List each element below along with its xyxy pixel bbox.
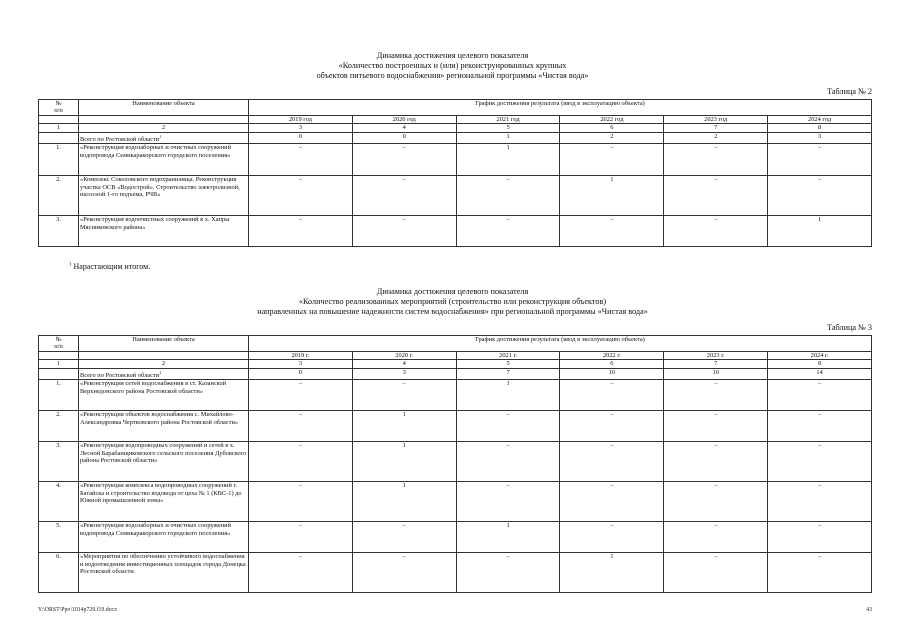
row-value: 1 <box>456 144 560 176</box>
index-cell: 1 <box>39 124 79 132</box>
row-value: – <box>768 144 872 176</box>
table-row <box>39 176 872 216</box>
row-name: «Реконструкция водозаборных и очистных сооружений водопровода Семикаракорского городского поселения» <box>79 144 249 176</box>
empty-cell <box>79 115 249 123</box>
table3-years-row <box>39 351 872 359</box>
table3-total-row <box>39 368 872 380</box>
table3-title <box>0 287 905 317</box>
row-value: – <box>560 522 664 553</box>
year-cell: 2021 г. <box>456 351 560 359</box>
row-name: «Реконструкция водоочистных сооружений в х. Хапры Мясниковского района» <box>79 216 249 247</box>
table-row <box>39 380 872 411</box>
total-value: 10 <box>560 368 664 380</box>
table-row <box>39 216 872 247</box>
year-cell: 2024 год <box>768 115 872 123</box>
total-value: 3 <box>768 132 872 144</box>
total-value: 2 <box>560 132 664 144</box>
row-number: 3. <box>39 442 79 482</box>
index-cell: 8 <box>768 124 872 132</box>
table3-title-line: направленных на повышение надежности систем водоснабжения» при региональной программы «Чистая вода» <box>257 307 648 316</box>
row-value: – <box>768 522 872 553</box>
year-cell: 2019 г. <box>249 351 353 359</box>
row-name: «Реконструкция водозаборных и очистных сооружений водопровода Семикаракорского городского поселения» <box>79 522 249 553</box>
year-cell: 2024 г. <box>768 351 872 359</box>
row-value: – <box>560 216 664 247</box>
row-number: 4. <box>39 482 79 522</box>
row-value: – <box>456 176 560 216</box>
row-value: – <box>456 411 560 442</box>
row-value: – <box>768 482 872 522</box>
header-name: Наименование объекта <box>79 336 249 352</box>
row-value: – <box>560 442 664 482</box>
row-value: – <box>249 411 353 442</box>
total-value: 0 <box>249 132 353 144</box>
index-cell: 2 <box>79 124 249 132</box>
footnote: $^1$ Нарастающим итогом. <box>69 262 151 271</box>
header-num: № п/п <box>39 100 79 116</box>
row-value: – <box>560 411 664 442</box>
row-value: 1 <box>768 216 872 247</box>
row-value: – <box>768 411 872 442</box>
total-value: 3 <box>352 368 456 380</box>
total-value: 2 <box>664 132 768 144</box>
row-name: «Реконструкция комплекса водопроводных сооружений г. Батайска и строительство водовода от цеха № 1 (КВС-1) до Южной промышленной зоны» <box>79 482 249 522</box>
row-value: 1 <box>352 482 456 522</box>
empty-cell <box>39 115 79 123</box>
row-number: 2. <box>39 411 79 442</box>
row-value: – <box>352 553 456 593</box>
row-value: – <box>249 216 353 247</box>
row-value: – <box>768 380 872 411</box>
table-row <box>39 522 872 553</box>
index-cell: 4 <box>352 124 456 132</box>
row-value: 1 <box>560 176 664 216</box>
row-value: – <box>456 553 560 593</box>
year-cell: 2020 год <box>352 115 456 123</box>
row-value: – <box>456 482 560 522</box>
page-number: 43 <box>866 607 872 613</box>
row-value: – <box>249 553 353 593</box>
row-value: – <box>768 176 872 216</box>
index-cell: 6 <box>560 360 664 368</box>
table3-header-row <box>39 336 872 352</box>
row-value: – <box>456 442 560 482</box>
year-cell: 2023 год <box>664 115 768 123</box>
table2 <box>38 99 872 247</box>
index-cell: 5 <box>456 124 560 132</box>
index-cell: 5 <box>456 360 560 368</box>
index-cell: 4 <box>352 360 456 368</box>
row-value: – <box>560 380 664 411</box>
row-name: «Реконструкция объектов водоснабжения с. Михайлово-Александровка Чертковского района Ростовской области» <box>79 411 249 442</box>
row-value: – <box>560 144 664 176</box>
row-value: – <box>456 216 560 247</box>
table-row <box>39 482 872 522</box>
total-value: 0 <box>249 368 353 380</box>
row-name: «Реконструкция водопроводных сооружений и сетей в х. Лесной Барабанщиковского сельского поселения Дубовского района Ростовской области» <box>79 442 249 482</box>
index-cell: 7 <box>664 124 768 132</box>
year-cell: 2023 г. <box>664 351 768 359</box>
total-value: 7 <box>456 368 560 380</box>
row-name: «Реконструкция сетей водоснабжения в ст. Казанской Верхнедонского района Ростовской области» <box>79 380 249 411</box>
row-value: – <box>768 442 872 482</box>
index-cell: 6 <box>560 124 664 132</box>
year-cell: 2022 г. <box>560 351 664 359</box>
row-value: – <box>352 176 456 216</box>
total-value: 1 <box>456 132 560 144</box>
table2-title <box>0 51 905 81</box>
row-value: – <box>249 380 353 411</box>
row-value: 1 <box>560 553 664 593</box>
total-label: Всего по Ростовской области$^1$ <box>79 368 249 380</box>
row-value: – <box>664 380 768 411</box>
year-cell: 2021 год <box>456 115 560 123</box>
row-number: 1. <box>39 380 79 411</box>
row-value: – <box>768 553 872 593</box>
total-value: 10 <box>664 368 768 380</box>
empty-cell <box>39 368 79 380</box>
table2-title-line: Динамика достижения целевого показателя <box>376 51 529 60</box>
row-number: 6. <box>39 553 79 593</box>
table-row <box>39 553 872 593</box>
table2-total-row <box>39 132 872 144</box>
row-value: – <box>664 553 768 593</box>
table3-number: Таблица № 3 <box>827 323 872 332</box>
row-name: «Мероприятия по обеспечению устойчивого водоснабжения и водоотведения инвестиционных площадок города Донецка Ростовской области. <box>79 553 249 593</box>
row-value: 1 <box>352 411 456 442</box>
footer-file-path: Y:\ORST\Ppo\1014p729.f19.docx <box>38 607 118 613</box>
row-value: – <box>249 176 353 216</box>
table2-index-row <box>39 124 872 132</box>
year-cell: 2019 год <box>249 115 353 123</box>
row-value: – <box>664 176 768 216</box>
table3 <box>38 335 872 593</box>
row-value: 1 <box>352 442 456 482</box>
row-value: – <box>352 144 456 176</box>
empty-cell <box>39 132 79 144</box>
empty-cell <box>79 351 249 359</box>
row-value: – <box>664 442 768 482</box>
header-group: График достижения результата (ввод в эксплуатацию объекта) <box>249 336 872 352</box>
row-value: – <box>249 522 353 553</box>
row-number: 2. <box>39 176 79 216</box>
row-value: – <box>352 380 456 411</box>
row-value: 1 <box>456 522 560 553</box>
table2-header-row <box>39 100 872 116</box>
header-num: № п/п <box>39 336 79 352</box>
index-cell: 3 <box>249 360 353 368</box>
header-group: График достижения результата (ввод в эксплуатацию объекта) <box>249 100 872 116</box>
row-value: – <box>249 144 353 176</box>
total-value: 14 <box>768 368 872 380</box>
row-value: – <box>664 522 768 553</box>
row-value: 1 <box>456 380 560 411</box>
index-cell: 1 <box>39 360 79 368</box>
total-label: Всего по Ростовской области$^1$ <box>79 132 249 144</box>
row-value: – <box>352 216 456 247</box>
row-name: «Комплекс Соколовского водохранилища. Реконструкция участка ОСВ «Водострой». Строительство электролизной, насосной 1-го подъема, РЧВ» <box>79 176 249 216</box>
year-cell: 2020 г. <box>352 351 456 359</box>
row-value: – <box>664 482 768 522</box>
year-cell: 2022 год <box>560 115 664 123</box>
index-cell: 8 <box>768 360 872 368</box>
table3-title-line: Динамика достижения целевого показателя <box>376 287 529 296</box>
row-value: – <box>664 144 768 176</box>
table2-title-line: «Количество построенных и (или) реконструированных крупных <box>338 61 567 70</box>
row-number: 1. <box>39 144 79 176</box>
table3-index-row <box>39 360 872 368</box>
row-value: – <box>352 522 456 553</box>
table-row <box>39 411 872 442</box>
row-number: 3. <box>39 216 79 247</box>
table-row <box>39 442 872 482</box>
index-cell: 2 <box>79 360 249 368</box>
row-value: – <box>560 482 664 522</box>
row-value: – <box>664 216 768 247</box>
row-value: – <box>249 442 353 482</box>
header-name: Наименование объекта <box>79 100 249 116</box>
empty-cell <box>39 351 79 359</box>
index-cell: 7 <box>664 360 768 368</box>
table2-years-row <box>39 115 872 123</box>
row-value: – <box>249 482 353 522</box>
table2-title-line: объектов питьевого водоснабжения» региональной программы «Чистая вода» <box>316 71 589 80</box>
table3-title-line: «Количество реализованных мероприятий (строительство или реконструкция объектов) <box>298 297 607 306</box>
table-row <box>39 144 872 176</box>
table2-number: Таблица № 2 <box>827 87 872 96</box>
row-value: – <box>664 411 768 442</box>
row-number: 5. <box>39 522 79 553</box>
total-value: 0 <box>352 132 456 144</box>
index-cell: 3 <box>249 124 353 132</box>
